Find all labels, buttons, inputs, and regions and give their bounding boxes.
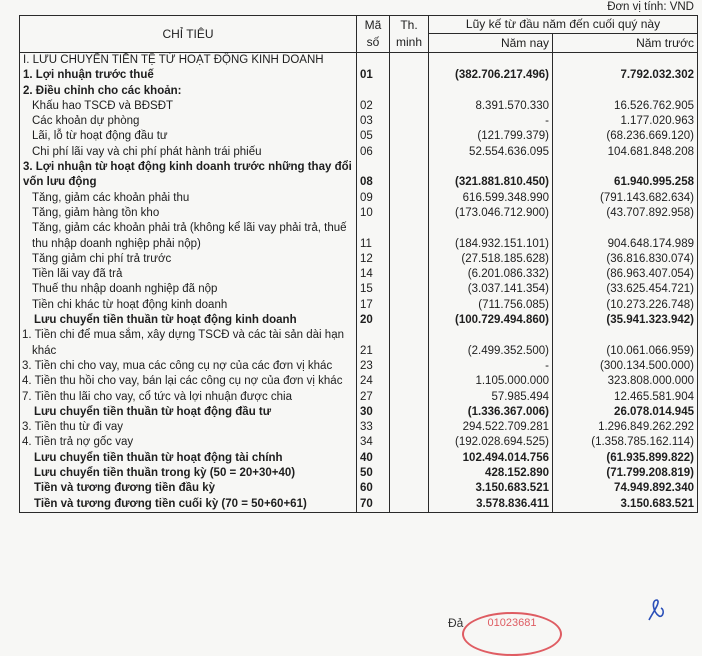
row-current-year: 8.391.570.330 — [429, 99, 553, 114]
row-previous-year — [553, 53, 698, 69]
row-current-year: (382.706.217.496) — [429, 68, 553, 83]
row-previous-year: 26.078.014.945 — [553, 405, 698, 420]
row-previous-year: 3.150.683.521 — [553, 497, 698, 513]
row-code — [357, 84, 390, 99]
row-note — [390, 390, 429, 405]
row-code: 10 — [357, 206, 390, 221]
row-code: 01 — [357, 68, 390, 83]
row-current-year: 3.150.683.521 — [429, 481, 553, 496]
header-ma-so-line1: Mã — [364, 18, 382, 32]
header-nam-nay: Năm nay — [429, 34, 553, 53]
row-current-year: (2.499.352.500) — [429, 328, 553, 359]
row-note — [390, 267, 429, 282]
row-previous-year: (791.143.682.634) — [553, 191, 698, 206]
row-label: 7. Tiền thu lãi cho vay, cổ tức và lợi nhuận được chia — [20, 390, 357, 405]
row-previous-year — [553, 84, 698, 99]
row-current-year: (184.932.151.101) — [429, 221, 553, 252]
row-label: Các khoản dự phòng — [20, 114, 357, 129]
table-row — [20, 84, 698, 99]
row-previous-year: (35.941.323.942) — [553, 313, 698, 328]
row-current-year: (3.037.141.354) — [429, 282, 553, 297]
header-ma-so — [357, 16, 390, 53]
row-previous-year: 16.526.762.905 — [553, 99, 698, 114]
stamp-text: 01023681 — [487, 617, 537, 629]
table-row — [20, 374, 698, 389]
table-row — [20, 405, 698, 420]
row-note — [390, 466, 429, 481]
row-note — [390, 405, 429, 420]
row-code: 05 — [357, 129, 390, 144]
row-previous-year: 61.940.995.258 — [553, 160, 698, 191]
row-code: 23 — [357, 359, 390, 374]
row-label: Lưu chuyển tiền thuần trong kỳ (50 = 20+30+40) — [20, 466, 357, 481]
table-row — [20, 298, 698, 313]
table-row — [20, 267, 698, 282]
row-code: 27 — [357, 390, 390, 405]
row-note — [390, 68, 429, 83]
row-label: 3. Tiền thu từ đi vay — [20, 420, 357, 435]
row-current-year: 1.105.000.000 — [429, 374, 553, 389]
row-label: 4. Tiền trả nợ gốc vay — [20, 435, 357, 450]
table-row — [20, 221, 698, 252]
row-previous-year: (61.935.899.822) — [553, 451, 698, 466]
row-note — [390, 84, 429, 99]
header-thuyet-minh — [390, 16, 429, 53]
row-label: 3. Tiền chi cho vay, mua các công cụ nợ của các đơn vị khác — [20, 359, 357, 374]
row-current-year: (121.799.379) — [429, 129, 553, 144]
row-label: Lưu chuyển tiền thuần từ hoạt động kinh doanh — [20, 313, 357, 328]
row-current-year: 294.522.709.281 — [429, 420, 553, 435]
row-note — [390, 129, 429, 144]
row-previous-year: 74.949.892.340 — [553, 481, 698, 496]
row-current-year: 428.152.890 — [429, 466, 553, 481]
row-previous-year: 1.177.020.963 — [553, 114, 698, 129]
row-label: 4. Tiền thu hồi cho vay, bán lại các công cụ nợ của đơn vị khác — [20, 374, 357, 389]
table-row — [20, 114, 698, 129]
row-code: 21 — [357, 328, 390, 359]
row-code: 17 — [357, 298, 390, 313]
row-code: 06 — [357, 145, 390, 160]
row-previous-year: (1.358.785.162.114) — [553, 435, 698, 450]
row-current-year: (321.881.810.450) — [429, 160, 553, 191]
row-label: Tiền chi khác từ hoạt động kinh doanh — [20, 298, 357, 313]
row-code: 33 — [357, 420, 390, 435]
row-label: Tăng, giảm hàng tồn kho — [20, 206, 357, 221]
table-row — [20, 68, 698, 83]
row-current-year: (27.518.185.628) — [429, 252, 553, 267]
row-note — [390, 359, 429, 374]
row-note — [390, 145, 429, 160]
row-note — [390, 497, 429, 513]
row-note — [390, 451, 429, 466]
row-current-year: (192.028.694.525) — [429, 435, 553, 450]
row-previous-year: (300.134.500.000) — [553, 359, 698, 374]
row-code: 12 — [357, 252, 390, 267]
row-previous-year: 7.792.032.302 — [553, 68, 698, 83]
row-current-year — [429, 84, 553, 99]
row-current-year — [429, 53, 553, 69]
row-current-year: (100.729.494.860) — [429, 313, 553, 328]
row-current-year: 52.554.636.095 — [429, 145, 553, 160]
table-row — [20, 99, 698, 114]
table-row — [20, 282, 698, 297]
table-row — [20, 53, 698, 69]
table-row — [20, 359, 698, 374]
row-note — [390, 282, 429, 297]
table-row — [20, 466, 698, 481]
row-code: 11 — [357, 221, 390, 252]
row-previous-year: 1.296.849.262.292 — [553, 420, 698, 435]
row-previous-year: 904.648.174.989 — [553, 221, 698, 252]
row-previous-year: (43.707.892.958) — [553, 206, 698, 221]
table-row — [20, 451, 698, 466]
row-code: 50 — [357, 466, 390, 481]
table-row — [20, 313, 698, 328]
row-previous-year: 104.681.848.208 — [553, 145, 698, 160]
table-row — [20, 129, 698, 144]
row-code: 14 — [357, 267, 390, 282]
row-label: Tăng, giảm các khoản phải trả (không kể lãi vay phải trả, thuế thu nhập doanh nghiệp phải nộp) — [20, 221, 357, 252]
row-note — [390, 160, 429, 191]
table-row — [20, 145, 698, 160]
table-row — [20, 481, 698, 496]
row-previous-year: (86.963.407.054) — [553, 267, 698, 282]
row-current-year: 3.578.836.411 — [429, 497, 553, 513]
row-current-year: - — [429, 114, 553, 129]
row-note — [390, 298, 429, 313]
row-current-year: (173.046.712.900) — [429, 206, 553, 221]
row-label: Tăng, giảm các khoản phải thu — [20, 191, 357, 206]
row-note — [390, 114, 429, 129]
row-previous-year: 323.808.000.000 — [553, 374, 698, 389]
row-previous-year: 12.465.581.904 — [553, 390, 698, 405]
header-luy-ke: Lũy kế từ đầu năm đến cuối quý này — [429, 16, 698, 34]
footer-partial-text: Đả — [448, 616, 464, 630]
row-label: Thuế thu nhập doanh nghiệp đã nộp — [20, 282, 357, 297]
row-note — [390, 481, 429, 496]
row-code: 60 — [357, 481, 390, 496]
row-code — [357, 53, 390, 69]
table-row — [20, 252, 698, 267]
row-label: Khấu hao TSCĐ và BĐSĐT — [20, 99, 357, 114]
row-code: 40 — [357, 451, 390, 466]
table-row — [20, 328, 698, 359]
row-label: Tiền và tương đương tiền cuối kỳ (70 = 50+60+61) — [20, 497, 357, 513]
table-row — [20, 191, 698, 206]
row-code: 70 — [357, 497, 390, 513]
header-chi-tieu: CHỈ TIÊU — [20, 16, 357, 53]
header-ma-so-line2: số — [366, 35, 380, 49]
header-thuyet-minh-line1: Th. — [400, 18, 418, 32]
header-thuyet-minh-line2: minh — [395, 35, 422, 49]
row-code: 20 — [357, 313, 390, 328]
row-note — [390, 328, 429, 359]
row-note — [390, 313, 429, 328]
row-code: 24 — [357, 374, 390, 389]
table-row — [20, 160, 698, 191]
signature-mark-icon — [645, 598, 667, 624]
company-stamp — [462, 612, 562, 656]
row-note — [390, 252, 429, 267]
row-previous-year: (33.625.454.721) — [553, 282, 698, 297]
row-previous-year: (10.273.226.748) — [553, 298, 698, 313]
row-note — [390, 99, 429, 114]
row-note — [390, 206, 429, 221]
row-current-year: (1.336.367.006) — [429, 405, 553, 420]
row-previous-year: (10.061.066.959) — [553, 328, 698, 359]
row-note — [390, 53, 429, 69]
row-code: 02 — [357, 99, 390, 114]
row-current-year: 102.494.014.756 — [429, 451, 553, 466]
unit-label: Đơn vị tính: VND — [607, 1, 694, 13]
row-label: Tăng giảm chi phí trả trước — [20, 252, 357, 267]
row-code: 09 — [357, 191, 390, 206]
row-previous-year: (68.236.669.120) — [553, 129, 698, 144]
row-code: 34 — [357, 435, 390, 450]
row-code: 30 — [357, 405, 390, 420]
table-row — [20, 390, 698, 405]
row-previous-year: (36.816.830.074) — [553, 252, 698, 267]
row-note — [390, 420, 429, 435]
row-current-year: (6.201.086.332) — [429, 267, 553, 282]
row-label: Lãi, lỗ từ hoạt động đầu tư — [20, 129, 357, 144]
row-note — [390, 191, 429, 206]
row-current-year: - — [429, 359, 553, 374]
row-label: 1. Tiền chi để mua sắm, xây dựng TSCĐ và các tài sản dài hạn khác — [20, 328, 357, 359]
row-label: 1. Lợi nhuận trước thuế — [20, 68, 357, 83]
table-row — [20, 420, 698, 435]
row-label: Lưu chuyển tiền thuần từ hoạt động đầu tư — [20, 405, 357, 420]
cash-flow-table — [19, 15, 698, 513]
row-label: I. LƯU CHUYỂN TIỀN TỆ TỪ HOẠT ĐỘNG KINH DOANH — [20, 53, 357, 69]
row-note — [390, 374, 429, 389]
row-current-year: 57.985.494 — [429, 390, 553, 405]
row-note — [390, 435, 429, 450]
row-code: 15 — [357, 282, 390, 297]
row-previous-year: (71.799.208.819) — [553, 466, 698, 481]
row-label: Tiền và tương đương tiền đầu kỳ — [20, 481, 357, 496]
table-row — [20, 206, 698, 221]
row-label: 2. Điều chỉnh cho các khoản: — [20, 84, 357, 99]
row-code: 08 — [357, 160, 390, 191]
table-row — [20, 435, 698, 450]
table-row — [20, 497, 698, 513]
row-label: 3. Lợi nhuận từ hoạt động kinh doanh trước những thay đổi vốn lưu động — [20, 160, 357, 191]
row-code: 03 — [357, 114, 390, 129]
row-label: Tiền lãi vay đã trả — [20, 267, 357, 282]
row-current-year: (711.756.085) — [429, 298, 553, 313]
row-note — [390, 221, 429, 252]
header-nam-truoc: Năm trước — [553, 34, 698, 53]
row-current-year: 616.599.348.990 — [429, 191, 553, 206]
row-label: Lưu chuyển tiền thuần từ hoạt động tài chính — [20, 451, 357, 466]
row-label: Chi phí lãi vay và chi phí phát hành trái phiếu — [20, 145, 357, 160]
